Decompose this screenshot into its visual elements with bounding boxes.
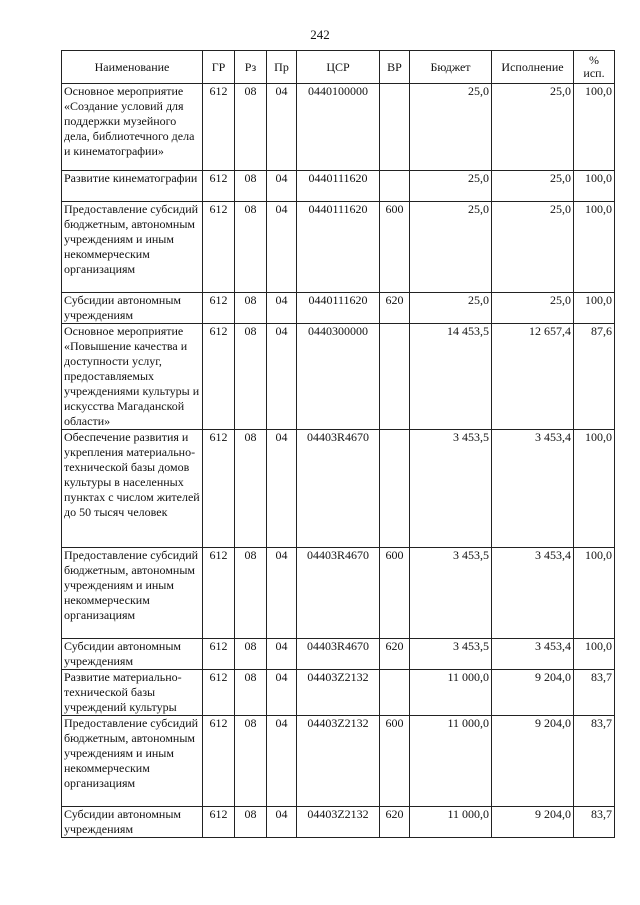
cell-gr: 612 — [203, 430, 235, 548]
cell-pct: 100,0 — [574, 202, 615, 293]
table-row — [62, 324, 615, 430]
cell-name: Субсидии автономным учреждениям — [62, 293, 203, 324]
cell-execution: 25,0 — [492, 293, 574, 324]
cell-pr: 04 — [267, 324, 297, 430]
cell-name: Субсидии автономным учреждениям — [62, 807, 203, 838]
cell-gr: 612 — [203, 548, 235, 639]
cell-vr: 600 — [380, 548, 410, 639]
cell-gr: 612 — [203, 807, 235, 838]
cell-vr: 620 — [380, 639, 410, 670]
cell-pr: 04 — [267, 202, 297, 293]
cell-pct: 100,0 — [574, 293, 615, 324]
cell-execution: 9 204,0 — [492, 716, 574, 807]
cell-name: Основное мероприятие «Создание условий для поддержки музейного дела, библиотечного дела и кинематографии» — [62, 84, 203, 171]
table-row — [62, 548, 615, 639]
cell-budget: 3 453,5 — [410, 639, 492, 670]
cell-gr: 612 — [203, 84, 235, 171]
cell-vr — [380, 84, 410, 171]
cell-vr: 600 — [380, 716, 410, 807]
cell-budget: 3 453,5 — [410, 430, 492, 548]
cell-gr: 612 — [203, 293, 235, 324]
cell-pr: 04 — [267, 84, 297, 171]
cell-gr: 612 — [203, 639, 235, 670]
table-row — [62, 84, 615, 171]
cell-name: Предоставление субсидий бюджетным, автономным учреждениям и иным некоммерческим организациям — [62, 716, 203, 807]
table-row — [62, 639, 615, 670]
cell-pct: 100,0 — [574, 84, 615, 171]
cell-rz: 08 — [235, 807, 267, 838]
cell-pr: 04 — [267, 171, 297, 202]
cell-name: Предоставление субсидий бюджетным, автономным учреждениям и иным некоммерческим организациям — [62, 548, 203, 639]
cell-execution: 9 204,0 — [492, 670, 574, 716]
cell-csr: 04403R4670 — [297, 639, 380, 670]
cell-execution: 3 453,4 — [492, 639, 574, 670]
header-vr: ВР — [380, 51, 410, 84]
cell-csr: 04403Z2132 — [297, 807, 380, 838]
cell-execution: 25,0 — [492, 84, 574, 171]
cell-budget: 25,0 — [410, 171, 492, 202]
cell-gr: 612 — [203, 171, 235, 202]
cell-name: Основное мероприятие «Повышение качества и доступности услуг, предоставляемых учреждениями культуры и искусства Магаданской области» — [62, 324, 203, 430]
cell-gr: 612 — [203, 202, 235, 293]
cell-vr: 600 — [380, 202, 410, 293]
cell-rz: 08 — [235, 202, 267, 293]
cell-gr: 612 — [203, 324, 235, 430]
header-budget: Бюджет — [410, 51, 492, 84]
cell-pct: 100,0 — [574, 639, 615, 670]
cell-pr: 04 — [267, 548, 297, 639]
table-row — [62, 807, 615, 838]
cell-csr: 0440111620 — [297, 293, 380, 324]
cell-pct: 83,7 — [574, 716, 615, 807]
cell-pct: 83,7 — [574, 670, 615, 716]
cell-name: Развитие материально-технической базы учреждений культуры — [62, 670, 203, 716]
cell-rz: 08 — [235, 324, 267, 430]
cell-execution: 3 453,4 — [492, 430, 574, 548]
cell-execution: 12 657,4 — [492, 324, 574, 430]
cell-budget: 11 000,0 — [410, 807, 492, 838]
cell-vr: 620 — [380, 293, 410, 324]
cell-gr: 612 — [203, 670, 235, 716]
cell-pr: 04 — [267, 430, 297, 548]
cell-vr — [380, 670, 410, 716]
table-row — [62, 202, 615, 293]
cell-budget: 25,0 — [410, 84, 492, 171]
header-name: Наименование — [62, 51, 203, 84]
cell-rz: 08 — [235, 171, 267, 202]
cell-pct: 100,0 — [574, 430, 615, 548]
page-number: 242 — [310, 27, 330, 42]
cell-pct: 100,0 — [574, 548, 615, 639]
table-row — [62, 430, 615, 548]
cell-name: Развитие кинематографии — [62, 171, 203, 202]
cell-rz: 08 — [235, 84, 267, 171]
cell-csr: 0440100000 — [297, 84, 380, 171]
cell-rz: 08 — [235, 639, 267, 670]
cell-pr: 04 — [267, 807, 297, 838]
cell-csr: 0440111620 — [297, 171, 380, 202]
cell-vr — [380, 324, 410, 430]
cell-rz: 08 — [235, 670, 267, 716]
cell-execution: 25,0 — [492, 171, 574, 202]
cell-execution: 25,0 — [492, 202, 574, 293]
header-csr: ЦСР — [297, 51, 380, 84]
cell-name: Обеспечение развития и укрепления материально-технической базы домов культуры в населенных пунктах с числом жителей до 50 тысяч человек — [62, 430, 203, 548]
table-row — [62, 171, 615, 202]
cell-rz: 08 — [235, 293, 267, 324]
cell-pct: 87,6 — [574, 324, 615, 430]
cell-execution: 3 453,4 — [492, 548, 574, 639]
cell-csr: 04403Z2132 — [297, 716, 380, 807]
header-row — [62, 51, 615, 84]
header-pct-label: исп. — [583, 66, 605, 80]
cell-budget: 25,0 — [410, 293, 492, 324]
table-row — [62, 716, 615, 807]
cell-name: Субсидии автономным учреждениям — [62, 639, 203, 670]
cell-gr: 612 — [203, 716, 235, 807]
cell-vr — [380, 430, 410, 548]
header-pr: Пр — [267, 51, 297, 84]
cell-csr: 04403R4670 — [297, 430, 380, 548]
header-pct — [574, 51, 615, 84]
cell-rz: 08 — [235, 548, 267, 639]
cell-csr: 04403Z2132 — [297, 670, 380, 716]
cell-pr: 04 — [267, 716, 297, 807]
cell-pct: 83,7 — [574, 807, 615, 838]
cell-execution: 9 204,0 — [492, 807, 574, 838]
cell-pr: 04 — [267, 639, 297, 670]
cell-budget: 3 453,5 — [410, 548, 492, 639]
cell-budget: 11 000,0 — [410, 670, 492, 716]
cell-vr — [380, 171, 410, 202]
table-row — [62, 670, 615, 716]
header-pct-sign: % — [589, 53, 599, 67]
budget-table — [61, 50, 615, 838]
cell-budget: 14 453,5 — [410, 324, 492, 430]
cell-rz: 08 — [235, 430, 267, 548]
cell-pr: 04 — [267, 670, 297, 716]
cell-rz: 08 — [235, 716, 267, 807]
cell-csr: 0440300000 — [297, 324, 380, 430]
cell-budget: 11 000,0 — [410, 716, 492, 807]
cell-csr: 0440111620 — [297, 202, 380, 293]
cell-csr: 04403R4670 — [297, 548, 380, 639]
cell-pr: 04 — [267, 293, 297, 324]
cell-pct: 100,0 — [574, 171, 615, 202]
cell-vr: 620 — [380, 807, 410, 838]
cell-budget: 25,0 — [410, 202, 492, 293]
header-execution: Исполнение — [492, 51, 574, 84]
header-rz: Рз — [235, 51, 267, 84]
header-gr: ГР — [203, 51, 235, 84]
table-row — [62, 293, 615, 324]
cell-name: Предоставление субсидий бюджетным, автономным учреждениям и иным некоммерческим организациям — [62, 202, 203, 293]
